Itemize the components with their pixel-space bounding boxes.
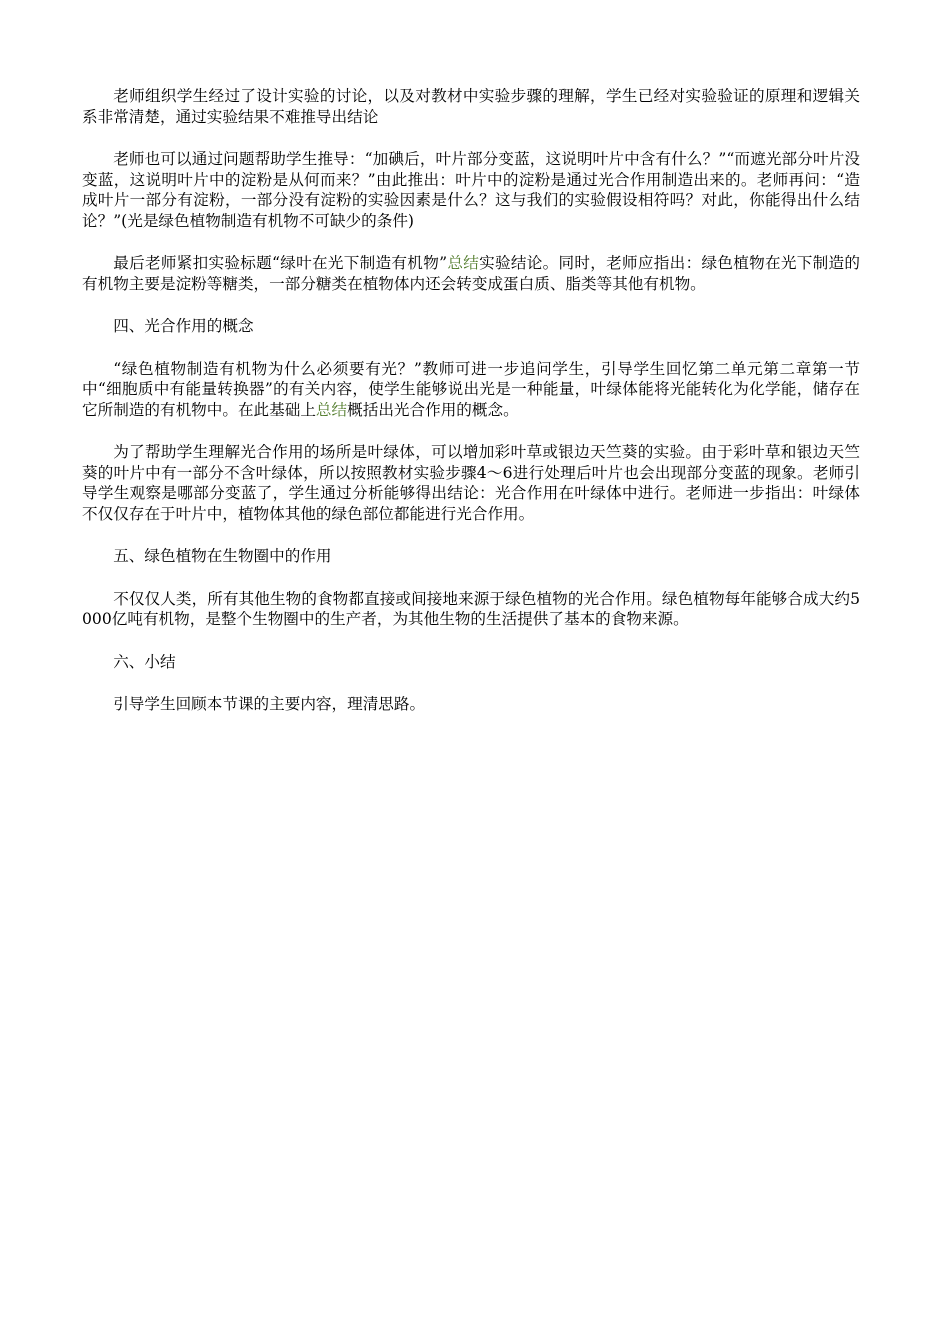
paragraph-summary-text-b: 实验结论。同时，老师应指出：绿色植物在光下制造的有机物主要是淀粉等糖类，一部分糖类在植物体内还会转变成蛋白质、脂类等其他有机物。	[82, 254, 860, 293]
paragraph-summary-conclusion	[82, 253, 860, 294]
paragraph-review: 引导学生回顾本节课的主要内容，理清思路。	[113, 695, 426, 713]
document-page	[82, 86, 860, 737]
paragraph-producers: 不仅仅人类，所有其他生物的食物都直接或间接地来源于绿色植物的光合作用。绿色植物每年能够合成大约5000亿吨有机物，是整个生物圈中的生产者，为其他生物的生活提供了基本的食物来源。	[82, 589, 860, 628]
paragraph-light-necessity	[82, 359, 860, 421]
paragraph-chloroplast-experiment: 为了帮助学生理解光合作用的场所是叶绿体，可以增加彩叶草或银边天竺葵的实验。由于彩叶草和银边天竺葵的叶片中有一部分不含叶绿体，所以按照教材实验步骤4～6进行处理后叶片也会出现部分变蓝的现象。老师引导学生观察是哪部分变蓝了，学生通过分析能够得出结论：光合作用在叶绿体中进行。老师进一步指出：叶绿体不仅仅存在于叶片中，植物体其他的绿色部位都能进行光合作用。	[82, 443, 860, 523]
paragraph-summary-text-a: 最后老师紧扣实验标题“绿叶在光下制造有机物”	[113, 254, 448, 272]
paragraph-experiment-discussion: 老师组织学生经过了设计实验的讨论，以及对教材中实验步骤的理解，学生已经对实验验证的原理和逻辑关系非常清楚，通过实验结果不难推导出结论	[82, 87, 860, 126]
paragraph-guided-questions: 老师也可以通过问题帮助学生推导：“加碘后，叶片部分变蓝，这说明叶片中含有什么？”“而遮光部分叶片没变蓝，这说明叶片中的淀粉是从何而来？”由此推出：叶片中的淀粉是通过光合作用制造出来的。老师再问：“造成叶片一部分有淀粉，一部分没有淀粉的实验因素是什么？这与我们的实验假设相符吗？对此，你能得出什么结论？”(光是绿色植物制造有机物不可缺少的条件)	[82, 150, 860, 230]
section-heading-summary: 六、小结	[113, 652, 176, 671]
paragraph-light-text-a: “绿色植物制造有机物为什么必须要有光？”教师可进一步追问学生，引导学生回忆第二单元第二章第一节中“细胞质中有能量转换器”的有关内容，使学生能够说出光是一种能量，叶绿体能将光能转化为化学能，储存在它所制造的有机物中。在此基础上	[82, 359, 860, 419]
section-heading-photosynthesis-concept: 四、光合作用的概念	[113, 317, 254, 335]
highlight-keyword-summary-2: 总结	[315, 400, 348, 419]
highlight-keyword-summary: 总结	[447, 254, 480, 272]
paragraph-light-text-b: 概括出光合作用的概念。	[347, 400, 519, 419]
section-heading-plant-role: 五、绿色植物在生物圈中的作用	[113, 547, 332, 565]
